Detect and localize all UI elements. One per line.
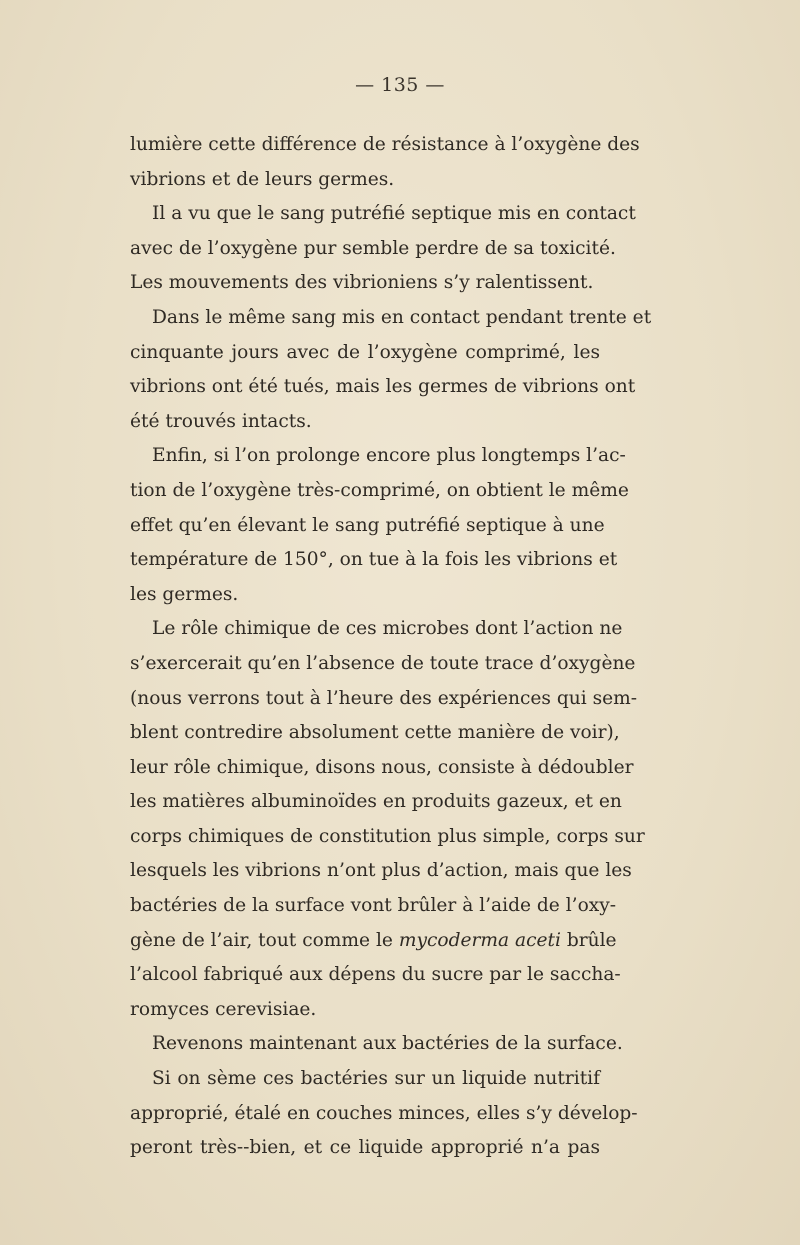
page-number: — 135 — [355,74,445,96]
italic-term: mycoderma aceti [398,929,561,951]
body-text [130,128,652,1166]
text-line: leur rôle chimique, disons nous, consiste à dédoubler [130,756,634,778]
text-line: approprié, étalé en couches minces, elles s’y dévelop- [130,1102,638,1124]
text-line: blent contredire absolument cette manière de voir), [130,722,620,744]
text-line: les matières albuminoïdes en produits gazeux, et en [130,791,622,813]
text-line: Le rôle chimique de ces microbes dont l’action ne [152,618,623,640]
text-line: Si on sème ces bactéries sur un liquide nutritif [152,1068,600,1090]
text-line: Revenons maintenant aux bactéries de la surface. [152,1033,623,1055]
text-line: bactéries de la surface vont brûler à l’aide de l’oxy- [130,895,617,917]
text-line: les germes. [130,583,239,605]
text-line: cinquante jours avec de l’oxygène comprimé, les [130,341,600,363]
text-line: avec de l’oxygène pur semble perdre de sa toxicité. [130,237,616,259]
text-line: lumière cette différence de résistance à l’oxygène des [130,134,640,155]
text-line: été trouvés intacts. [130,410,312,432]
text-line: l’alcool fabriqué aux dépens du sucre par le saccha- [130,964,621,986]
text-line: romyces cerevisiae. [130,998,317,1020]
text-line: Il a vu que le sang putréfié septique mis en contact [152,203,636,225]
text-line: effet qu’en élevant le sang putréfié septique à une [130,514,605,536]
text-line: gène de l’air, tout comme le mycoderma aceti brûle [130,929,617,951]
text-line: (nous verrons tout à l’heure des expériences qui sem- [130,687,638,709]
text-line: peront très--bien, et ce liquide approprié n’a pas [130,1137,600,1159]
text-line: Les mouvements des vibrioniens s’y ralentissent. [130,272,594,294]
text-line: tion de l’oxygène très-comprimé, on obtient le même [130,479,629,501]
text-line: Enfin, si l’on prolonge encore plus longtemps l’ac- [152,445,626,467]
text-line: lesquels les vibrions n’ont plus d’action, mais que les [130,860,632,882]
text-line: corps chimiques de constitution plus simple, corps sur [130,825,645,847]
text-line: Dans le même sang mis en contact pendant trente et [152,306,652,328]
text-line: vibrions et de leurs germes. [130,168,395,190]
text-line: température de 150°, on tue à la fois les vibrions et [130,549,618,571]
text-line: vibrions ont été tués, mais les germes de vibrions ont [130,376,636,398]
text-line: s’exercerait qu’en l’absence de toute trace d’oxygène [130,652,636,674]
